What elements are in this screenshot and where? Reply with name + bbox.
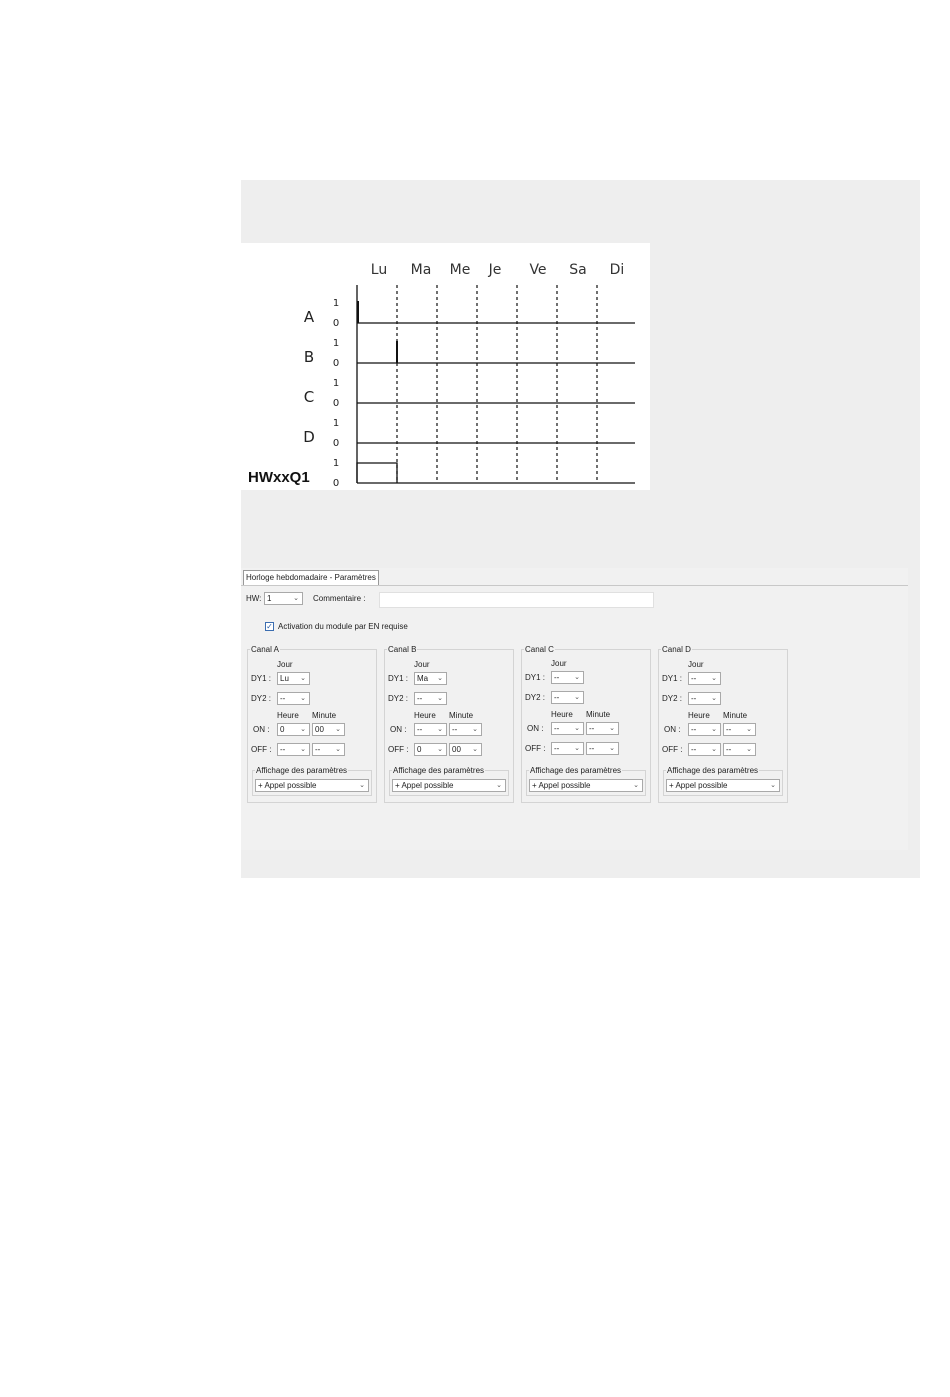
hw-label: HW: [246,594,262,603]
chevron-down-icon: ⌄ [633,782,639,789]
canal-c-on-minute-value: -- [589,724,595,733]
canal-b-off-hour-value: 0 [417,745,422,754]
canal-a-on-minute-select[interactable] [312,723,345,736]
chevron-down-icon: ⌄ [574,694,580,701]
hour-header: Heure [277,711,299,720]
canal-c-on-minute-select[interactable] [586,722,619,735]
level-low-label: 0 [332,358,340,369]
canal-d-group [658,645,788,803]
canal-a-dy2-select[interactable] [277,692,310,705]
minute-header: Minute [723,711,748,720]
canal-c-dy1-select[interactable] [551,671,584,684]
on-label: ON : [527,724,544,733]
chevron-down-icon: ⌄ [359,782,365,789]
dy1-label: DY1 : [251,674,272,683]
canal-c-off-minute-select[interactable] [586,742,619,755]
day-label-lu: Lu [370,262,388,278]
canal-b-param-group [389,766,509,796]
level-high-label: 1 [332,338,340,349]
canal-d-off-hour-value: -- [691,745,697,754]
canal-a-param-select[interactable] [255,779,369,792]
on-label: ON : [664,725,681,734]
chevron-down-icon: ⌄ [300,746,306,753]
canal-b-param-select[interactable] [392,779,506,792]
canal-a-on-hour-value: 0 [280,725,285,734]
level-low-label: 0 [332,318,340,329]
canal-c-off-hour-value: -- [554,744,560,753]
channel-label-b: B [303,348,315,366]
hour-header: Heure [688,711,710,720]
on-label: ON : [253,725,270,734]
minute-header: Minute [312,711,337,720]
chevron-down-icon: ⌄ [711,675,717,682]
canal-b-off-hour-select[interactable] [414,743,447,756]
canal-d-on-minute-select[interactable] [723,723,756,736]
chevron-down-icon: ⌄ [437,695,443,702]
canal-c-dy2-select[interactable] [551,691,584,704]
signal-traces [357,285,635,483]
canal-a-title: Canal A [251,645,280,654]
chevron-down-icon: ⌄ [746,726,752,733]
level-low-label: 0 [332,398,340,409]
canal-c-dy2-value: -- [554,693,560,702]
channel-label-c: C [303,388,315,406]
chevron-down-icon: ⌄ [437,726,443,733]
chevron-down-icon: ⌄ [574,745,580,752]
canal-c-param-value: + Appel possible [532,781,591,790]
canal-b-on-minute-value: -- [452,725,458,734]
tab-parameters[interactable]: Horloge hebdomadaire - Paramètres [243,570,379,585]
canal-a-off-hour-value: -- [280,745,286,754]
off-label: OFF : [662,745,683,754]
off-label: OFF : [388,745,409,754]
canal-b-group [384,645,514,803]
chevron-down-icon: ⌄ [335,726,341,733]
enable-checkbox[interactable]: ✓ [266,622,273,631]
timing-diagram-svg [241,243,650,490]
level-low-label: 0 [332,478,340,489]
canal-a-off-hour-select[interactable] [277,743,310,756]
enable-label: Activation du module par EN requise [278,622,408,631]
canal-a-dy2-value: -- [280,694,286,703]
param-group-label: Affichage des paramètres [530,766,622,775]
chevron-down-icon: ⌄ [574,725,580,732]
canal-a-param-value: + Appel possible [258,781,317,790]
channel-label-d: D [303,428,315,446]
canal-d-param-group [663,766,783,796]
canal-b-param-value: + Appel possible [395,781,454,790]
chevron-down-icon: ⌄ [746,746,752,753]
hour-header: Heure [414,711,436,720]
level-high-label: 1 [332,458,340,469]
canal-d-on-minute-value: -- [726,725,732,734]
day-header: Jour [277,660,293,669]
level-low-label: 0 [332,438,340,449]
dy1-label: DY1 : [388,674,409,683]
chevron-down-icon: ⌄ [472,726,478,733]
chevron-down-icon: ⌄ [574,674,580,681]
canal-c-on-hour-select[interactable] [551,722,584,735]
chevron-down-icon: ⌄ [300,726,306,733]
canal-a-off-minute-value: -- [315,745,321,754]
day-label-sa: Sa [569,262,587,278]
dy2-label: DY2 : [525,693,546,702]
day-header: Jour [688,660,704,669]
canal-c-on-hour-value: -- [554,724,560,733]
canal-d-param-select[interactable] [666,779,780,792]
canal-d-on-hour-select[interactable] [688,723,721,736]
canal-c-off-minute-value: -- [589,744,595,753]
day-dividers [397,285,597,483]
canal-b-dy1-select[interactable] [414,672,447,685]
canal-d-title: Canal D [662,645,691,654]
canal-b-dy2-select[interactable] [414,692,447,705]
comment-label: Commentaire : [313,594,366,603]
canal-c-dy1-value: -- [554,673,560,682]
canal-a-param-group [252,766,372,796]
canal-a-on-hour-select[interactable] [277,723,310,736]
timing-diagram [241,243,650,490]
dy2-label: DY2 : [388,694,409,703]
level-high-label: 1 [332,378,340,389]
canal-c-param-group [526,766,646,796]
day-header: Jour [551,659,567,668]
day-header: Jour [414,660,430,669]
dy1-label: DY1 : [662,674,683,683]
canal-d-on-hour-value: -- [691,725,697,734]
canal-b-dy1-value: Ma [417,674,429,683]
day-label-je: Je [488,262,502,278]
weekly-timer-dialog [241,568,908,850]
day-label-di: Di [609,262,625,278]
canal-c-param-select[interactable] [529,779,643,792]
tab-divider [241,585,908,586]
hw-select-value: 1 [267,594,272,603]
canal-d-off-hour-select[interactable] [688,743,721,756]
canal-d-param-value: + Appel possible [669,781,728,790]
canal-d-dy2-select[interactable] [688,692,721,705]
canal-a-group [247,645,377,803]
day-label-ve: Ve [529,262,547,278]
signal-output-pulse [357,463,397,483]
canal-c-off-hour-select[interactable] [551,742,584,755]
canal-d-off-minute-value: -- [726,745,732,754]
canal-b-off-minute-value: 00 [452,745,461,754]
canal-d-off-minute-select[interactable] [723,743,756,756]
chevron-down-icon: ⌄ [711,695,717,702]
canal-b-off-minute-select[interactable] [449,743,482,756]
chevron-down-icon: ⌄ [300,675,306,682]
canal-b-title: Canal B [388,645,417,654]
param-group-label: Affichage des paramètres [393,766,485,775]
canal-c-title: Canal C [525,645,554,654]
day-label-me: Me [449,262,471,278]
on-label: ON : [390,725,407,734]
dy2-label: DY2 : [251,694,272,703]
param-group-label: Affichage des paramètres [256,766,348,775]
canal-d-dy2-value: -- [691,694,697,703]
param-group-label: Affichage des paramètres [667,766,759,775]
canal-b-on-minute-select[interactable] [449,723,482,736]
canal-a-off-minute-select[interactable] [312,743,345,756]
chevron-down-icon: ⌄ [335,746,341,753]
canal-d-dy1-select[interactable] [688,672,721,685]
channel-label-a: A [303,308,315,326]
chevron-down-icon: ⌄ [472,746,478,753]
chevron-down-icon: ⌄ [437,746,443,753]
canal-c-group [521,645,651,803]
off-label: OFF : [251,745,272,754]
chevron-down-icon: ⌄ [300,695,306,702]
level-high-label: 1 [332,418,340,429]
chevron-down-icon: ⌄ [609,725,615,732]
minute-header: Minute [449,711,474,720]
comment-input[interactable] [379,592,654,608]
chevron-down-icon: ⌄ [437,675,443,682]
chevron-down-icon: ⌄ [770,782,776,789]
canal-a-dy1-value: Lu [280,674,289,683]
canal-b-dy2-value: -- [417,694,423,703]
canal-d-dy1-value: -- [691,674,697,683]
canal-b-on-hour-value: -- [417,725,423,734]
canal-a-dy1-select[interactable] [277,672,310,685]
chevron-down-icon: ⌄ [293,595,299,602]
chevron-down-icon: ⌄ [711,746,717,753]
chevron-down-icon: ⌄ [711,726,717,733]
dy2-label: DY2 : [662,694,683,703]
hw-select[interactable] [264,592,303,605]
canal-b-on-hour-select[interactable] [414,723,447,736]
chevron-down-icon: ⌄ [496,782,502,789]
dy1-label: DY1 : [525,673,546,682]
hour-header: Heure [551,710,573,719]
output-label: HWxxQ1 [248,469,310,486]
day-label-ma: Ma [410,262,432,278]
level-high-label: 1 [332,298,340,309]
canal-a-on-minute-value: 00 [315,725,324,734]
minute-header: Minute [586,710,611,719]
off-label: OFF : [525,744,546,753]
chevron-down-icon: ⌄ [609,745,615,752]
